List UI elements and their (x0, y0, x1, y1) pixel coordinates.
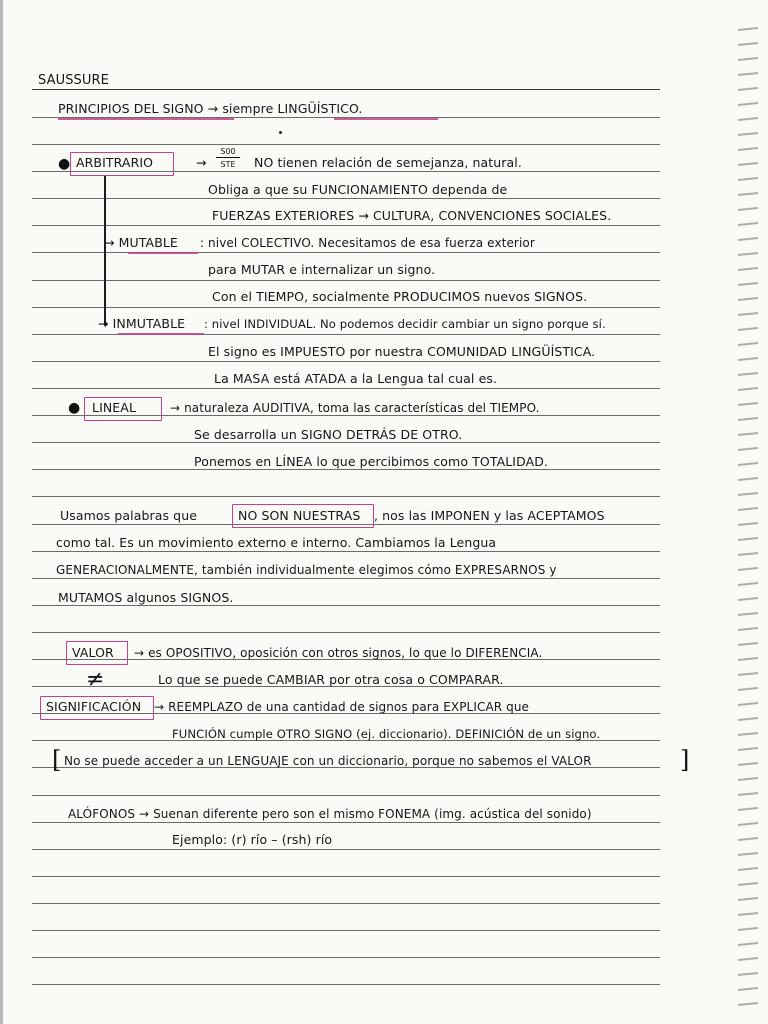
spiral-hole (738, 252, 758, 256)
spiral-hole (738, 312, 758, 316)
lineal-label: LINEAL (92, 400, 137, 415)
not-equal-symbol: ≠ (86, 667, 105, 692)
spiral-hole (738, 477, 758, 481)
ruled-line (32, 551, 660, 552)
significacion-line1: → REEMPLAZO de una cantidad de signos para EXPLICAR que (154, 700, 530, 714)
ruled-line (32, 795, 660, 796)
spiral-hole (738, 807, 758, 811)
inmutable-underline (118, 333, 204, 335)
lineal-line1: → naturaleza AUDITIVA, toma las características del TIEMPO. (170, 401, 540, 415)
spiral-hole (738, 162, 758, 166)
paragraph-line4: MUTAMOS algunos SIGNOS. (58, 590, 234, 605)
left-bracket: [ (52, 746, 62, 774)
spiral-hole (738, 777, 758, 781)
ruled-line (32, 198, 660, 199)
mutable-label: → MUTABLE (104, 235, 178, 250)
subtitle-underline (58, 118, 234, 120)
spiral-hole (738, 702, 758, 706)
bullet-icon: ● (58, 156, 71, 172)
ruled-line (32, 903, 660, 904)
spiral-hole (738, 627, 758, 631)
spiral-hole (738, 597, 758, 601)
paragraph-line1-start: Usamos palabras que (60, 508, 198, 523)
inmutable-line1: : nivel INDIVIDUAL. No podemos decidir cambiar un signo porque sí. (204, 317, 606, 331)
significado-abbrev: S00 (220, 147, 236, 156)
lineal-line3: Ponemos en LÍNEA lo que percibimos como TOTALIDAD. (194, 454, 549, 469)
spiral-hole (738, 177, 758, 181)
spiral-binding (730, 0, 768, 1024)
spiral-hole (738, 867, 758, 871)
ruled-line (32, 89, 660, 90)
arbitrario-line2: Obliga a que su FUNCIONAMIENTO dependa de (208, 182, 508, 197)
valor-line1: → es OPOSITIVO, oposición con otros signos, lo que lo DIFERENCIA. (134, 646, 543, 660)
ruled-line (32, 930, 660, 931)
spiral-hole (738, 222, 758, 226)
page-edge (0, 0, 3, 1024)
mutable-line3: Con el TIEMPO, socialmente PRODUCIMOS nuevos SIGNOS. (212, 289, 588, 304)
paragraph-line3: GENERACIONALMENTE, también individualmente elegimos cómo EXPRESARNOS y (56, 563, 557, 577)
right-bracket: ] (680, 746, 690, 774)
spiral-hole (738, 927, 758, 931)
spiral-hole (738, 102, 758, 106)
ruled-line (32, 984, 660, 985)
spiral-hole (738, 822, 758, 826)
spiral-hole (738, 612, 758, 616)
arbitrario-line3: FUERZAS EXTERIORES → CULTURA, CONVENCIONES SOCIALES. (212, 208, 612, 223)
linguistico-underline (334, 118, 438, 120)
spiral-hole (738, 507, 758, 511)
ruled-line (32, 388, 660, 389)
spiral-hole (738, 87, 758, 91)
ruled-line (32, 307, 660, 308)
spiral-hole (738, 297, 758, 301)
spiral-hole (738, 567, 758, 571)
spiral-hole (738, 357, 758, 361)
valor-line2: Lo que se puede CAMBIAR por otra cosa o COMPARAR. (158, 672, 504, 687)
spiral-hole (738, 672, 758, 676)
spiral-hole (738, 447, 758, 451)
spiral-hole (738, 957, 758, 961)
spiral-hole (738, 267, 758, 271)
ruled-line (32, 280, 660, 281)
paragraph-line1-end: , nos las IMPONEN y las ACEPTAMOS (374, 508, 605, 523)
ruled-line (32, 252, 660, 253)
lineal-line2: Se desarrolla un SIGNO DETRÁS DE OTRO. (194, 427, 463, 442)
fraction-bar (216, 157, 240, 158)
spiral-hole (738, 537, 758, 541)
spiral-hole (738, 342, 758, 346)
spiral-hole (738, 942, 758, 946)
subtitle: PRINCIPIOS DEL SIGNO → siempre LINGÜÍSTICO. (58, 101, 363, 116)
ruled-line (32, 144, 660, 145)
spiral-hole (738, 372, 758, 376)
spiral-hole (738, 402, 758, 406)
spiral-hole (738, 552, 758, 556)
spiral-hole (738, 417, 758, 421)
alofonos-line1: ALÓFONOS → Suenan diferente pero son el mismo FONEMA (img. acústica del sonido) (68, 807, 592, 821)
spiral-hole (738, 42, 758, 46)
spiral-hole (738, 432, 758, 436)
spiral-hole (738, 132, 758, 136)
spiral-hole (738, 732, 758, 736)
arbitrario-arrow: → (196, 155, 207, 170)
ruled-line (32, 849, 660, 850)
ruled-line (32, 578, 660, 579)
spiral-hole (738, 57, 758, 61)
ruled-line (32, 957, 660, 958)
spiral-hole (738, 897, 758, 901)
ruled-line (32, 632, 660, 633)
stray-dot (279, 131, 282, 134)
spiral-hole (738, 987, 758, 991)
spiral-hole (738, 1002, 758, 1006)
spiral-hole (738, 462, 758, 466)
bullet-icon: ● (68, 400, 81, 416)
arbitrario-label: ARBITRARIO (76, 155, 154, 170)
spiral-hole (738, 912, 758, 916)
spiral-hole (738, 387, 758, 391)
paragraph-line1-boxed: NO SON NUESTRAS (238, 508, 361, 523)
spiral-hole (738, 747, 758, 751)
spiral-hole (738, 207, 758, 211)
bracket-note: No se puede acceder a un LENGUAJE con un diccionario, porque no sabemos el VALOR (64, 754, 592, 768)
mutable-line2: para MUTAR e internalizar un signo. (208, 262, 436, 277)
significante-abbrev: STE (220, 160, 236, 169)
spiral-hole (738, 837, 758, 841)
valor-label: VALOR (72, 645, 114, 660)
spiral-hole (738, 147, 758, 151)
ruled-line (32, 361, 660, 362)
spiral-hole (738, 972, 758, 976)
spiral-hole (738, 72, 758, 76)
spiral-hole (738, 762, 758, 766)
inmutable-line2: El signo es IMPUESTO por nuestra COMUNIDAD LINGÜÍSTICA. (208, 344, 596, 359)
spiral-hole (738, 237, 758, 241)
mutable-line1: : nivel COLECTIVO. Necesitamos de esa fuerza exterior (200, 236, 535, 250)
spiral-hole (738, 717, 758, 721)
significacion-label: SIGNIFICACIÓN (46, 699, 142, 714)
spiral-hole (738, 792, 758, 796)
spiral-hole (738, 327, 758, 331)
spiral-hole (738, 852, 758, 856)
significacion-line2: FUNCIÓN cumple OTRO SIGNO (ej. diccionario). DEFINICIÓN de un signo. (172, 727, 601, 741)
spiral-hole (738, 642, 758, 646)
spiral-hole (738, 582, 758, 586)
inmutable-line3: La MASA está ATADA a la Lengua tal cual es. (214, 371, 498, 386)
spiral-hole (738, 492, 758, 496)
ruled-line (32, 822, 660, 823)
ruled-line (32, 876, 660, 877)
spiral-hole (738, 882, 758, 886)
alofonos-line2: Ejemplo: (r) río – (rsh) río (172, 832, 333, 847)
page-title: SAUSSURE (38, 73, 109, 88)
mutable-underline (128, 252, 198, 254)
spiral-hole (738, 192, 758, 196)
ruled-line (32, 496, 660, 497)
spiral-hole (738, 687, 758, 691)
spiral-hole (738, 522, 758, 526)
paragraph-line2: como tal. Es un movimiento externo e interno. Cambiamos la Lengua (56, 535, 497, 550)
ruled-line (32, 225, 660, 226)
spiral-hole (738, 282, 758, 286)
tree-vertical-line (104, 176, 106, 326)
spiral-hole (738, 657, 758, 661)
spiral-hole (738, 117, 758, 121)
spiral-hole (738, 27, 758, 31)
arbitrario-line1: NO tienen relación de semejanza, natural. (254, 155, 522, 170)
inmutable-label: → INMUTABLE (98, 316, 186, 331)
